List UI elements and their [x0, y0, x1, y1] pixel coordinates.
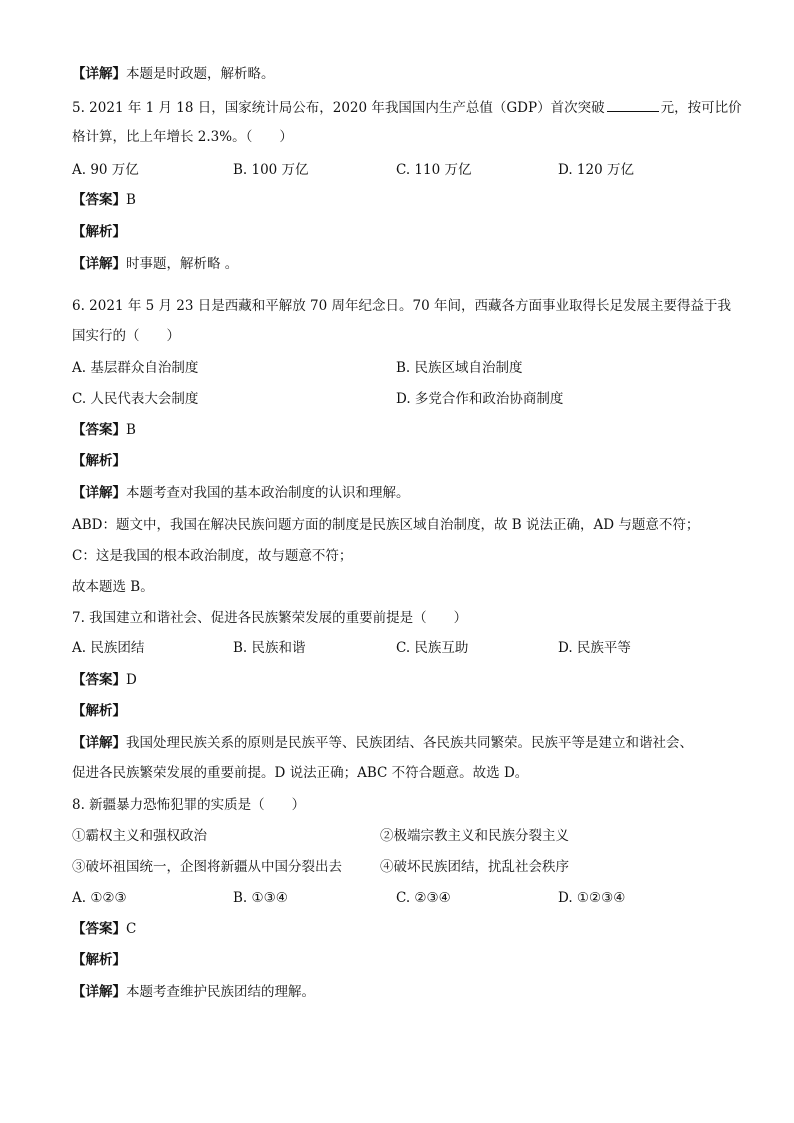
q8-item-2: ②极端宗教主义和民族分裂主义 — [380, 828, 569, 844]
answer-value: B — [126, 422, 136, 438]
q7-option-c: C. 民族互助 — [396, 640, 469, 656]
q5-answer — [72, 190, 136, 210]
q6-explain-line: C：这是我国的根本政治制度，故与题意不符； — [72, 548, 353, 564]
q5-blank — [607, 97, 659, 112]
q8-option-b: B. ①③④ — [233, 890, 288, 906]
detail-line — [72, 64, 275, 84]
answer-tag: 【答案】 — [72, 672, 126, 688]
answer-value: B — [126, 192, 136, 208]
q7-option-b: B. 民族和谐 — [233, 640, 306, 656]
q6-explain-line: ABD：题文中，我国在解决民族问题方面的制度是民族区域自治制度，故 B 说法正确，AD 与题意不符； — [72, 517, 700, 533]
q5-option-a: A. 90 万亿 — [72, 162, 139, 178]
q6-option-a: A. 基层群众自治制度 — [72, 360, 199, 376]
q6-analysis-tag: 【解析】 — [72, 453, 126, 469]
detail-tag: 【详解】 — [72, 66, 126, 82]
q7-stem: 7. 我国建立和谐社会、促进各民族繁荣发展的重要前提是（ ） — [72, 610, 468, 626]
q7-option-d: D. 民族平等 — [558, 640, 631, 656]
answer-value: C — [126, 921, 137, 937]
q6-explain-line: 故本题选 B。 — [72, 579, 154, 595]
q5-option-d: D. 120 万亿 — [558, 162, 634, 178]
detail-text: 时事题，解析略 。 — [126, 256, 239, 272]
answer-tag: 【答案】 — [72, 921, 126, 937]
q8-detail — [72, 982, 315, 1002]
detail-text: 本题考查对我国的基本政治制度的认识和理解。 — [126, 485, 410, 501]
detail-tag: 【详解】 — [72, 256, 126, 272]
q8-option-d: D. ①②③④ — [558, 890, 626, 906]
q5-stem-cont: 格计算，比上年增长 2.3%。（ ） — [72, 129, 293, 145]
q8-analysis-tag: 【解析】 — [72, 952, 126, 968]
q5-stem — [72, 97, 742, 118]
detail-text: 本题是时政题，解析略。 — [126, 66, 275, 82]
q7-option-a: A. 民族团结 — [72, 640, 145, 656]
q5-analysis-tag: 【解析】 — [72, 224, 126, 240]
q6-option-c: C. 人民代表大会制度 — [72, 391, 199, 407]
q5-detail — [72, 254, 238, 274]
q7-answer — [72, 670, 137, 690]
q6-option-d: D. 多党合作和政治协商制度 — [396, 391, 564, 407]
q6-option-b: B. 民族区域自治制度 — [396, 360, 523, 376]
q7-detail-cont: 促进各民族繁荣发展的重要前提。D 说法正确；ABC 不符合题意。故选 D。 — [72, 765, 529, 781]
q8-answer — [72, 919, 136, 939]
q8-item-4: ④破坏民族团结，扰乱社会秩序 — [380, 859, 569, 875]
q7-detail — [72, 733, 693, 753]
detail-text: 我国处理民族关系的原则是民族平等、民族团结、各民族共同繁荣。民族平等是建立和谐社会、 — [126, 735, 693, 751]
q5-stem-b: 元，按可比价 — [660, 100, 742, 116]
q6-stem: 6. 2021 年 5 月 23 日是西藏和平解放 70 周年纪念日。70 年间，西藏各方面事业取得长足发展主要得益于我 — [72, 298, 731, 314]
answer-tag: 【答案】 — [72, 192, 126, 208]
q6-detail — [72, 483, 410, 503]
detail-tag: 【详解】 — [72, 984, 126, 1000]
answer-tag: 【答案】 — [72, 422, 126, 438]
answer-value: D — [126, 672, 137, 688]
q5-option-c: C. 110 万亿 — [396, 162, 472, 178]
detail-text: 本题考查维护民族团结的理解。 — [126, 984, 315, 1000]
q6-stem-cont: 国实行的（ ） — [72, 328, 180, 344]
q7-analysis-tag: 【解析】 — [72, 703, 126, 719]
q5-stem-a: 5. 2021 年 1 月 18 日，国家统计局公布，2020 年我国国内生产总值（GDP）首次突破 — [72, 100, 605, 116]
q5-option-b: B. 100 万亿 — [233, 162, 309, 178]
q8-option-c: C. ②③④ — [396, 890, 451, 906]
q8-stem: 8. 新疆暴力恐怖犯罪的实质是（ ） — [72, 797, 306, 813]
detail-tag: 【详解】 — [72, 735, 126, 751]
q8-item-3: ③破坏祖国统一，企图将新疆从中国分裂出去 — [72, 859, 342, 875]
q6-answer — [72, 420, 136, 440]
q8-item-1: ①霸权主义和强权政治 — [72, 828, 207, 844]
detail-tag: 【详解】 — [72, 485, 126, 501]
q8-option-a: A. ①②③ — [72, 890, 127, 906]
